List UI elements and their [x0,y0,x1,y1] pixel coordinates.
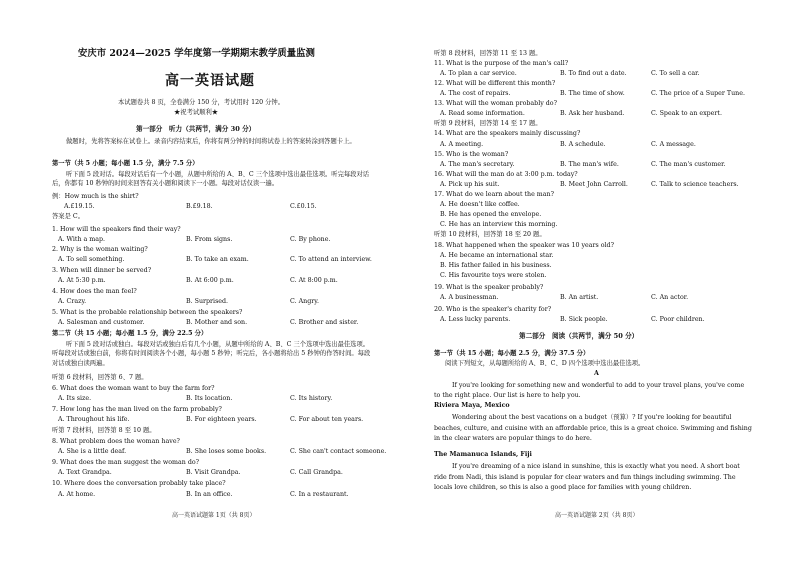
question-20: 20. Who is the speaker's charity for? [434,306,552,313]
part2-title: 第二部分 阅读（共两节，满分 50 分） [519,332,639,340]
question-12: 12. What will be different this month? [434,80,556,87]
q13-option-b: B. Ask her husband. [560,110,625,117]
reading-section1-instructions: 阅读下列短文，从每题所给的 A、B、C、D 四个选项中选出最佳选项。 [445,360,645,367]
q15-option-c: C. The man's customer. [651,161,726,168]
q9-option-a: A. Text Grandpa. [58,469,112,476]
section1-title: 第一节（共 5 小题；每小题 1.5 分，满分 7.5 分） [52,160,199,167]
question-13: 13. What will the woman probably do? [434,100,557,107]
q18-option-c: C. His favourite toys were stolen. [440,272,547,279]
q12-option-c: C. The price of a Super Tune. [651,90,745,97]
q1-option-c: C. By phone. [290,236,331,243]
q19-option-b: B. An artist. [560,294,599,301]
q10-option-b: B. In an office. [186,491,233,498]
question-18: 18. What happened when the speaker was 10 years old? [434,242,614,249]
question-8: 8. What problem does the woman have? [52,438,180,445]
q14-option-c: C. A message. [651,141,696,148]
mamanuca-paragraph: If you're dreaming of a nice island in sunshine, this is exactly what you need. A short boat ride from Nadi, this island is popular for clear waters and fun things including swimming. The locals love children, so this is also a good place for families with young children. [434,463,740,491]
q4-option-a: A. Crazy. [58,298,87,305]
q3-option-a: A. At 5:30 p.m. [58,277,106,284]
question-10: 10. Where does the conversation probably take place? [52,480,226,487]
q19-option-c: C. An actor. [651,294,689,301]
question-15: 15. Who is the woman? [434,151,509,158]
question-3: 3. When will dinner be served? [52,267,152,274]
material-9-note: 听第 9 段材料，回答第 14 至 17 题。 [434,120,542,127]
material-10-note: 听第 10 段材料，回答第 18 至 20 题。 [434,231,546,238]
q5-option-c: C. Brother and sister. [290,319,359,326]
q2-option-b: B. To take an exam. [186,256,249,263]
section2-title: 第二节（共 15 小题；每小题 1.5 分，满分 22.5 分） [52,330,208,337]
q17-option-c: C. He has an interview this morning. [440,221,558,228]
material-8-note: 听第 8 段材料，回答第 11 至 13 题。 [434,50,542,57]
example-answer: 答案是 C。 [52,213,85,220]
q6-option-a: A. Its size. [58,395,92,402]
question-11: 11. What is the purpose of the man's call? [434,60,569,67]
q4-option-c: C. Angry. [290,298,319,305]
exam-page-2 [397,0,794,561]
q20-option-b: B. Sick people. [560,316,608,323]
material-6-note: 听第 6 段材料，回答第 6、7 题。 [52,374,148,381]
q12-option-a: A. The cost of repairs. [440,90,511,97]
q20-option-c: C. Poor children. [651,316,705,323]
example-option-b: B.£9.18. [186,203,213,210]
q19-option-a: A. A businessman. [440,294,499,301]
q2-option-a: A. To sell something. [58,256,125,263]
question-4: 4. How does the man feel? [52,288,137,295]
q17-option-a: A. He doesn't like coffee. [440,201,520,208]
q20-option-a: A. Less lucky parents. [440,316,511,323]
q7-option-c: C. For about ten years. [290,416,364,423]
section2-instructions: 听下面 5 段对话或独白。每段对话或独白后有几个小题，从题中所给的 A、B、C 三个选项中选出最佳选项。听每段对话或独白前，你将有时间阅读各个小题，每小题 5 秒钟；听完后，各小题将给出 5 秒钟的作答时间。每段对话或独白读两遍。 [52,341,371,367]
q2-option-c: C. To attend an interview. [290,256,372,263]
exam-info: 本试题卷共 8 页，全卷满分 150 分，考试用时 120 分钟。 [118,99,284,106]
q11-option-c: C. To sell a car. [651,70,700,77]
q7-option-a: A. Throughout his life. [58,416,130,423]
q16-option-b: B. Meet John Carroll. [560,181,628,188]
q13-option-c: C. Speak to an expert. [651,110,722,117]
q17-option-b: B. He has opened the envelope. [440,211,542,218]
q1-option-b: B. From signs. [186,236,233,243]
q13-option-a: A. Read some information. [440,110,525,117]
q15-option-a: A. The man's secretary. [440,161,515,168]
section1-instructions: 听下面 5 段对话。每段对话后有一个小题，从题中所给的 A、B、C 三个选项中选出最佳选项。听完每段对话后，你都有 10 秒钟的时间来回答有关小题和阅读下一小题。每段对话仅读一遍。 [52,171,370,187]
q14-option-a: A. A meeting. [440,141,484,148]
page-2-footer: 高一英语试题第 2页（共 8页） [555,512,639,519]
place-heading-mamanuca: The Mamanuca Islands, Fiji [434,451,532,458]
question-14: 14. What are the speakers mainly discussing? [434,130,581,137]
q3-option-c: C. At 8:00 p.m. [290,277,338,284]
q14-option-b: B. A schedule. [560,141,606,148]
q8-option-c: C. She can't contact someone. [290,448,387,455]
q11-option-b: B. To find out a date. [560,70,627,77]
q6-option-b: B. Its location. [186,395,233,402]
q10-option-a: A. At home. [58,491,96,498]
q12-option-b: B. The time of show. [560,90,625,97]
q18-option-b: B. His father failed in his business. [440,262,552,269]
passage-intro-paragraph: If you're looking for something new and wonderful to add to your travel plans, you've come to the right place. Our list is here to help you. [434,382,745,399]
listening-intro: 做题时，先将答案标在试卷上。录音内容结束后，你将有两分钟的时间将试卷上的答案转涂到答题卡上。 [66,138,356,145]
riviera-maya-paragraph: Wondering about the best vacations on a budget（预算）? If you're looking for beautiful beaches, culture, and cuisine with an affordable price, this is a great choice. Swimming and fishing in the clear waters are popular things to do here. [434,414,752,442]
page-1-footer: 高一英语试题第 1页（共 8页） [172,512,256,519]
q16-option-a: A. Pick up his suit. [440,181,500,188]
q8-option-b: B. She loses some books. [186,448,267,455]
question-1: 1. How will the speakers find their way? [52,226,181,233]
q8-option-a: A. She is a little deaf. [58,448,127,455]
passage-label: A [594,370,599,377]
example-option-c: C.£0.15. [290,203,317,210]
reading-section1-title: 第一节（共 15 小题；每小题 2.5 分，满分 37.5 分） [434,350,590,357]
q9-option-b: B. Visit Grandpa. [186,469,241,476]
example-option-a: A.£19.15. [64,203,95,210]
question-7: 7. How long has the man lived on the farm probably? [52,406,222,413]
q15-option-b: B. The man's wife. [560,161,619,168]
exam-wish: ★祝考试顺利★ [174,109,219,116]
q16-option-c: C. Talk to science teachers. [651,181,739,188]
question-19: 19. What is the speaker probably? [434,284,544,291]
q11-option-a: A. To plan a car service. [440,70,517,77]
q18-option-a: A. He became an international star. [440,252,554,259]
question-5: 5. What is the probable relationship between the speakers? [52,309,243,316]
q5-option-b: B. Mother and son. [186,319,248,326]
question-6: 6. What does the woman want to buy the farm for? [52,385,215,392]
question-17: 17. What do we learn about the man? [434,191,554,198]
q9-option-c: C. Call Grandpa. [290,469,343,476]
exam-title: 安庆市 2024—2025 学年度第一学期期末教学质量监测 [78,48,315,59]
question-9: 9. What does the man suggest the woman do? [52,459,200,466]
q5-option-a: A. Salesman and customer. [58,319,145,326]
example-question: 例：How much is the shirt? [52,193,139,200]
q6-option-c: C. Its history. [290,395,333,402]
part1-title: 第一部分 听力（共两节，满分 30 分） [136,125,256,133]
q10-option-c: C. In a restaurant. [290,491,349,498]
q7-option-b: B. For eighteen years. [186,416,257,423]
q3-option-b: B. At 6:00 p.m. [186,277,234,284]
exam-subject-title: 高一英语试题 [165,73,255,89]
q1-option-a: A. With a map. [58,236,106,243]
question-16: 16. What will the man do at 3:00 p.m. today? [434,171,578,178]
material-7-note: 听第 7 段材料，回答第 8 至 10 题。 [52,427,156,434]
place-heading-riviera-maya: Riviera Maya, Mexico [434,402,510,409]
question-2: 2. Why is the woman waiting? [52,246,148,253]
q4-option-b: B. Surprised. [186,298,229,305]
